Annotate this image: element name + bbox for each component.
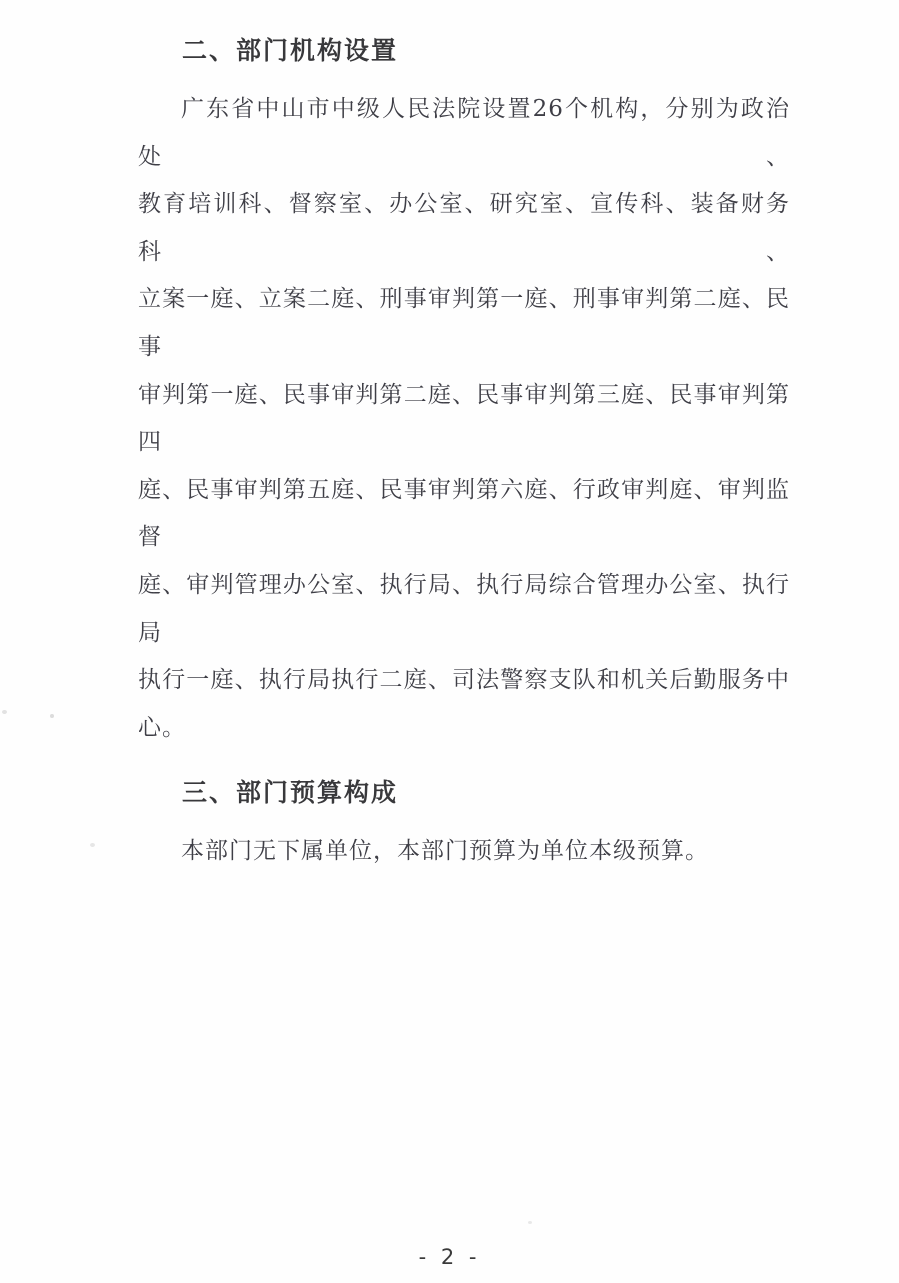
paragraph-budget-composition (138, 828, 790, 876)
scan-speck (50, 714, 54, 718)
paragraph-org-list (138, 86, 790, 752)
paragraph-line: 庭、民事审判第五庭、民事审判第六庭、行政审判庭、审判监督 (138, 476, 790, 551)
scan-speck (2, 710, 7, 714)
scan-speck (90, 843, 95, 847)
paragraph-line: 本部门无下属单位，本部门预算为单位本级预算。 (181, 838, 709, 865)
paragraph-line: 执行一庭、执行局执行二庭、司法警察支队和机关后勤服务中 (138, 667, 790, 694)
scan-speck (528, 1221, 532, 1224)
document-content (138, 36, 790, 876)
page-number: - 2 - (418, 1245, 481, 1269)
section-heading-org-setup: 二、部门机构设置 (182, 36, 399, 65)
section-heading-budget-composition: 三、部门预算构成 (182, 778, 399, 808)
paragraph-line: 立案一庭、立案二庭、刑事审判第一庭、刑事审判第二庭、民事 (138, 286, 790, 360)
paragraph-line: 广东省中山市中级人民法院设置26个机构，分别为政治处、 (138, 96, 790, 170)
paragraph-line: 审判第一庭、民事审判第二庭、民事审判第三庭、民事审判第四 (138, 381, 790, 456)
paragraph-line: 庭、审判管理办公室、执行局、执行局综合管理办公室、执行局 (138, 571, 790, 646)
paragraph-line: 心。 (138, 714, 186, 741)
paragraph-line: 教育培训科、督察室、办公室、研究室、宣传科、装备财务科、 (138, 191, 790, 265)
